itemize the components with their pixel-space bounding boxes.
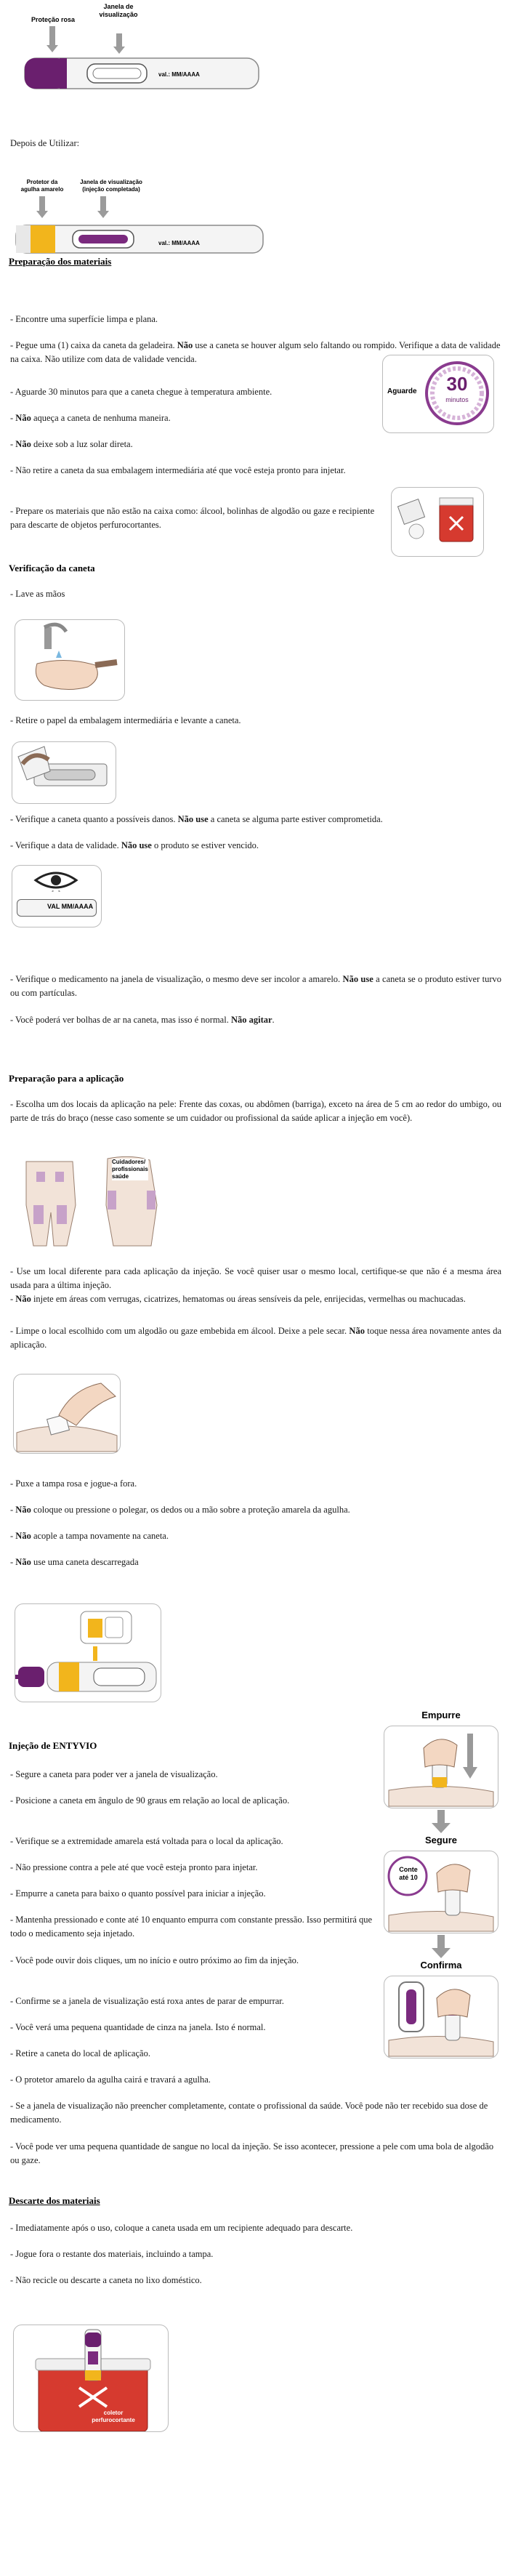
pen-diagram-before bbox=[20, 3, 267, 90]
inj-p8: - Confirme se a janela de visualização está roxa antes de parar de empurrar. bbox=[10, 1996, 284, 2006]
count-label-line1: Conte bbox=[399, 1866, 418, 1873]
prep-p2-a: - Pegue uma (1) caixa da caneta da geladeira. bbox=[10, 340, 177, 350]
after-date-text: val.: MM/AAAA bbox=[158, 240, 200, 246]
window-label-line1: Janela de bbox=[103, 3, 134, 10]
completed-window-label-line2: (injeção completada) bbox=[82, 186, 140, 193]
app-p6-a: - bbox=[10, 1505, 16, 1515]
app-p1: - Escolha um dos locais da aplicação na pele: Frente das coxas, ou abdômen (barriga), exceto na área de 5 cm ao redor do umbigo, ou parte de trás do braço (nesse caso somente se um cuidador ou profissional da saúde aplicar a injeção em você). bbox=[10, 1099, 501, 1123]
bin-label-line2: perfurocortante bbox=[92, 2417, 135, 2423]
push-label: Empurre bbox=[421, 1710, 461, 1720]
inj-p4: - Não pressione contra a pele até que você esteja pronto para injetar. bbox=[10, 1862, 258, 1872]
check-p6-a: - Você poderá ver bolhas de ar na caneta, mas isso é normal. bbox=[10, 1015, 231, 1025]
completed-window-label bbox=[71, 179, 151, 193]
push-box bbox=[384, 1726, 498, 1808]
pen-date-text: val.: MM/AAAA bbox=[158, 71, 200, 78]
prep-p4-c: aqueça a caneta de nenhuma maneira. bbox=[31, 413, 171, 423]
app-p7-b: Não bbox=[15, 1531, 31, 1541]
pen-diagram-after bbox=[13, 179, 267, 260]
disp-p3: - Não recicle ou descarte a caneta no lixo doméstico. bbox=[10, 2275, 202, 2285]
app-p7-c: acople a tampa novamente na caneta. bbox=[31, 1531, 169, 1541]
check-p3 bbox=[10, 813, 383, 826]
prep-p1: - Encontre uma superfície limpa e plana. bbox=[10, 314, 158, 324]
app-p3 bbox=[10, 1292, 501, 1306]
prep-p5-a: - bbox=[10, 439, 16, 449]
check-p3-a: - Verifique a caneta quanto a possíveis danos. bbox=[10, 814, 178, 824]
eye-icon bbox=[33, 869, 79, 892]
check-date-figure bbox=[12, 865, 102, 927]
remove-cap-icon bbox=[15, 1604, 161, 1702]
check-p6-b: Não agitar bbox=[230, 1015, 272, 1025]
caregiver-label-line1: Cuidadores/ bbox=[112, 1159, 146, 1165]
bin-label bbox=[73, 2410, 153, 2424]
inj-p13: - Você pode ver uma pequena quantidade de sangue no local da injeção. Se isso acontecer, pressione a pele com uma bola de algodão ou gaze. bbox=[10, 2141, 494, 2165]
prep-materials-heading: Preparação dos materiais bbox=[9, 256, 112, 267]
app-p8-a: - bbox=[10, 1557, 16, 1567]
app-p8-c: use uma caneta descarregada bbox=[31, 1557, 139, 1567]
hold-box bbox=[384, 1851, 498, 1933]
window-label-line2: visualização bbox=[99, 11, 138, 18]
prep-p4-b: Não bbox=[15, 413, 31, 423]
app-p7-a: - bbox=[10, 1531, 16, 1541]
confirm-label: Confirma bbox=[420, 1960, 462, 1971]
check-pen-heading: Verificação da caneta bbox=[9, 563, 95, 573]
arrow-down-icon-2 bbox=[432, 1935, 451, 1958]
check-p4-b: Não use bbox=[121, 840, 152, 850]
inj-p3: - Verifique se a extremidade amarela está voltada para o local da aplicação. bbox=[10, 1836, 283, 1846]
injection-sites-figure bbox=[22, 1154, 160, 1249]
check-p3-b: Não use bbox=[177, 814, 209, 824]
app-p4 bbox=[10, 1324, 501, 1352]
injection-steps-figure bbox=[381, 1710, 501, 2128]
remove-paper-figure bbox=[12, 741, 116, 804]
prep-p7: - Prepare os materiais que não estão na caixa como: álcool, bolinhas de algodão ou gaze e recipiente para descarte de objetos perfurocortantes. bbox=[10, 506, 375, 530]
app-p4-c: toque nessa área novamente antes da aplicação. bbox=[10, 1326, 501, 1350]
inj-p12: - Se a janela de visualização não preencher completamente, contate o profissional da saúde. Você pode não ter recebido sua dose de medicamento. bbox=[10, 2101, 488, 2125]
confirm-box bbox=[384, 1976, 498, 2058]
app-p3-b: Não bbox=[15, 1294, 31, 1304]
inj-p1: - Segure a caneta para poder ver a janela de visualização. bbox=[10, 1769, 218, 1779]
inj-p2: - Posicione a caneta em ângulo de 90 graus em relação ao local de aplicação. bbox=[10, 1795, 290, 1806]
push-icon bbox=[384, 1726, 498, 1808]
check-p6 bbox=[10, 1013, 275, 1027]
check-p4 bbox=[10, 839, 259, 853]
clean-skin-figure bbox=[13, 1374, 121, 1454]
window-label bbox=[78, 3, 158, 19]
supplies-icon bbox=[392, 488, 483, 556]
shield-label bbox=[13, 179, 71, 193]
inj-p5: - Empurre a caneta para baixo o quanto possível para iniciar a injeção. bbox=[10, 1888, 266, 1899]
prep-p5 bbox=[10, 438, 133, 451]
app-p5: - Puxe a tampa rosa e jogue-a fora. bbox=[10, 1478, 137, 1489]
check-p4-a: - Verifique a data de validade. bbox=[10, 840, 121, 850]
inj-p11: - O protetor amarelo da agulha cairá e travará a agulha. bbox=[10, 2074, 211, 2085]
app-p6-c: coloque ou pressione o polegar, os dedos ou a mão sobre a proteção amarela da agulha. bbox=[31, 1505, 350, 1515]
disp-p1: - Imediatamente após o uso, coloque a caneta usada em um recipiente adequado para descarte. bbox=[10, 2223, 353, 2233]
wash-hands-icon bbox=[15, 620, 124, 700]
caregiver-label-line3: saúde bbox=[112, 1173, 129, 1180]
prep-p2-c: use a caneta se houver algum selo faltando ou rompido. Verifique a data de validade na caixa. Não utilize com data de validade vencida. bbox=[10, 340, 501, 364]
prep-p5-b: Não bbox=[15, 439, 31, 449]
shield-label-line2: agulha amarelo bbox=[20, 186, 64, 193]
app-p6 bbox=[10, 1503, 350, 1517]
app-p7 bbox=[10, 1529, 169, 1543]
app-p8-b: Não bbox=[15, 1557, 31, 1567]
materials-figure bbox=[391, 487, 484, 557]
app-p6-b: Não bbox=[15, 1505, 31, 1515]
check-p3-c: a caneta se alguma parte estiver comprometida. bbox=[208, 814, 383, 824]
app-p3-c: injete em áreas com verrugas, cicatrizes, hematomas ou áreas sensíveis da pele, enrijecidas, vermelhas ou machucadas. bbox=[31, 1294, 466, 1304]
eye-date-text: VAL MM/AAAA bbox=[47, 903, 94, 910]
cap-label: Proteção rosa bbox=[31, 16, 76, 23]
remove-cap-figure bbox=[15, 1603, 161, 1702]
arrow-down-icon-1 bbox=[432, 1810, 451, 1833]
check-p4-c: o produto se estiver vencido. bbox=[151, 840, 259, 850]
prep-p5-c: deixe sob a luz solar direta. bbox=[31, 439, 133, 449]
inj-p7: - Você pode ouvir dois cliques, um no início e outro próximo ao fim da injeção. bbox=[10, 1955, 299, 1965]
bin-label-line1: coletor bbox=[103, 2410, 124, 2416]
timer-figure bbox=[382, 355, 494, 433]
timer-wait-label: Aguarde bbox=[387, 387, 417, 395]
hold-label: Segure bbox=[424, 1835, 458, 1846]
clean-skin-icon bbox=[14, 1374, 120, 1453]
app-p2: - Use um local diferente para cada aplicação da injeção. Se você quiser usar o mesmo local, certifique-se que não é a mesma área usada para a última injeção. bbox=[10, 1266, 501, 1290]
app-p4-a: - Limpe o local escolhido com um algodão ou gaze embebida em álcool. Deixe a pele secar. bbox=[10, 1326, 350, 1336]
prep-p2-b: Não bbox=[177, 340, 193, 350]
count-label bbox=[392, 1866, 425, 1882]
timer-number: 30 bbox=[446, 373, 468, 395]
hold-icon bbox=[384, 1851, 498, 1933]
disp-p2: - Jogue fora o restante dos materiais, incluindo a tampa. bbox=[10, 2249, 214, 2259]
check-p2: - Retire o papel da embalagem intermediária e levante a caneta. bbox=[10, 715, 241, 725]
confirm-icon bbox=[384, 1976, 498, 2058]
check-p5-a: - Verifique o medicamento na janela de visualização, o mesmo deve ser incolor a amarelo. bbox=[10, 974, 343, 984]
inj-p6: - Mantenha pressionado e conte até 10 enquanto empurra com constante pressão. Isso permitirá que todo o medicamento seja injetado. bbox=[10, 1915, 373, 1939]
check-p1: - Lave as mãos bbox=[10, 589, 65, 599]
pen-before-svg bbox=[20, 23, 267, 90]
prep-p4-a: - bbox=[10, 413, 16, 423]
check-p5-c: a caneta se o produto estiver turvo ou com partículas. bbox=[10, 974, 501, 998]
timer-unit: minutos bbox=[445, 396, 469, 403]
remove-paper-icon bbox=[12, 742, 116, 803]
caregiver-label-line2: profissionais bbox=[112, 1166, 148, 1172]
wash-hands-figure bbox=[15, 619, 125, 701]
count-label-line2: até 10 bbox=[399, 1874, 418, 1881]
app-p3-a: - bbox=[10, 1294, 16, 1304]
check-p6-c: . bbox=[272, 1015, 275, 1025]
completed-window-label-line1: Janela de visualização bbox=[80, 179, 142, 185]
disposal-heading: Descarte dos materiais bbox=[9, 2195, 100, 2206]
prep-p4 bbox=[10, 411, 171, 425]
check-p5-b: Não use bbox=[342, 974, 373, 984]
inj-p9: - Você verá uma pequena quantidade de cinza na janela. Isto é normal. bbox=[10, 2022, 266, 2032]
prep-p6: - Não retire a caneta da sua embalagem intermediária até que você esteja pronto para injetar. bbox=[10, 465, 346, 475]
injection-heading: Injeção de ENTYVIO bbox=[9, 1740, 97, 1751]
check-p5 bbox=[10, 973, 501, 1000]
caregiver-label bbox=[112, 1159, 148, 1180]
shield-label-line1: Protetor da bbox=[26, 179, 58, 185]
app-p4-b: Não bbox=[349, 1326, 365, 1336]
sharps-bin-figure bbox=[13, 2325, 169, 2432]
inj-p10: - Retire a caneta do local de aplicação. bbox=[10, 2048, 150, 2058]
prep-p3: - Aguarde 30 minutos para que a caneta chegue à temperatura ambiente. bbox=[10, 387, 272, 397]
pen-after-svg bbox=[13, 195, 267, 257]
after-use-text: Depois de Utilizar: bbox=[10, 138, 80, 148]
prep-application-heading: Preparação para a aplicação bbox=[9, 1073, 124, 1084]
app-p8 bbox=[10, 1555, 139, 1569]
